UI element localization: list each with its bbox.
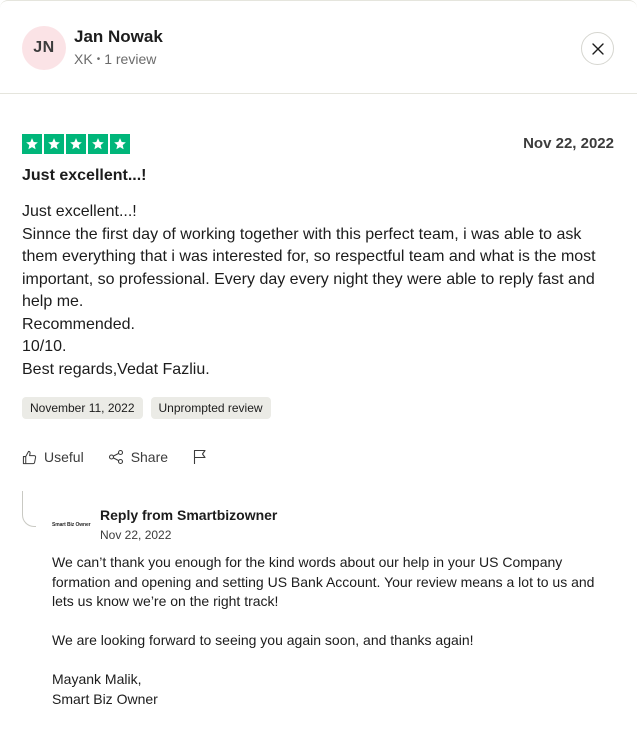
share-label: Share — [130, 449, 169, 465]
review-body-line: Just excellent...! — [22, 203, 137, 220]
company-logo — [52, 518, 94, 532]
reply-signature-name: Mayank Malik, — [52, 671, 142, 687]
reply-paragraph: We can’t thank you enough for the kind words about our help in your US Company formation and opening and setting US Bank Account. Your review means a lot to us and lets us know we’re on the right track! — [52, 554, 595, 609]
close-button[interactable] — [581, 32, 614, 65]
reply-paragraph: We are looking forward to seeing you again soon, and thanks again! — [52, 632, 474, 648]
experience-date-tag: November 11, 2022 — [22, 397, 143, 419]
review-body-line: Best regards,Vedat Fazliu. — [22, 360, 210, 378]
reply-body — [52, 553, 617, 709]
reply-from: Reply from Smartbizowner — [100, 507, 278, 523]
unprompted-review-tag[interactable]: Unprompted review — [151, 397, 271, 419]
thumbs-up-icon — [22, 450, 37, 465]
company-logo-text: Smart Biz Owner — [52, 522, 91, 528]
review-body-line: Recommended. — [22, 315, 135, 333]
reviewer-review-count: 1 review — [104, 51, 157, 67]
review-body-line: 10/10. — [22, 338, 67, 355]
reply-signature-company: Smart Biz Owner — [52, 690, 158, 707]
star-icon — [22, 134, 42, 154]
review-actions — [22, 446, 208, 468]
share-button[interactable] — [108, 446, 168, 468]
star-icon — [88, 134, 108, 154]
flag-icon — [192, 449, 208, 465]
reviewer-header — [0, 1, 637, 94]
review-date: Nov 22, 2022 — [523, 135, 614, 152]
review-tags — [22, 397, 271, 419]
useful-button[interactable] — [22, 446, 84, 468]
reviewer-name[interactable]: Jan Nowak — [74, 27, 163, 46]
review-title: Just excellent...! — [22, 167, 147, 184]
star-icon — [110, 134, 130, 154]
review-body-line: Sinnce the first day of working together with this perfect team, i was able to ask them everything that i was interested for, so respectful team and what is the most important, so professional. Every day every night they were able to reply fast and help me. — [22, 225, 596, 310]
report-button[interactable] — [192, 446, 208, 468]
review-body — [22, 201, 617, 381]
share-icon — [108, 449, 124, 465]
star-icon — [44, 134, 64, 154]
star-icon — [66, 134, 86, 154]
reviewer-country: XK — [74, 51, 93, 67]
reply-connector — [22, 491, 36, 527]
useful-label: Useful — [44, 449, 84, 465]
close-icon — [592, 43, 604, 55]
reviewer-meta — [74, 51, 156, 67]
avatar[interactable]: JN — [22, 26, 66, 70]
meta-separator: • — [96, 53, 101, 65]
reply-date: Nov 22, 2022 — [100, 528, 172, 542]
star-rating — [22, 134, 130, 154]
